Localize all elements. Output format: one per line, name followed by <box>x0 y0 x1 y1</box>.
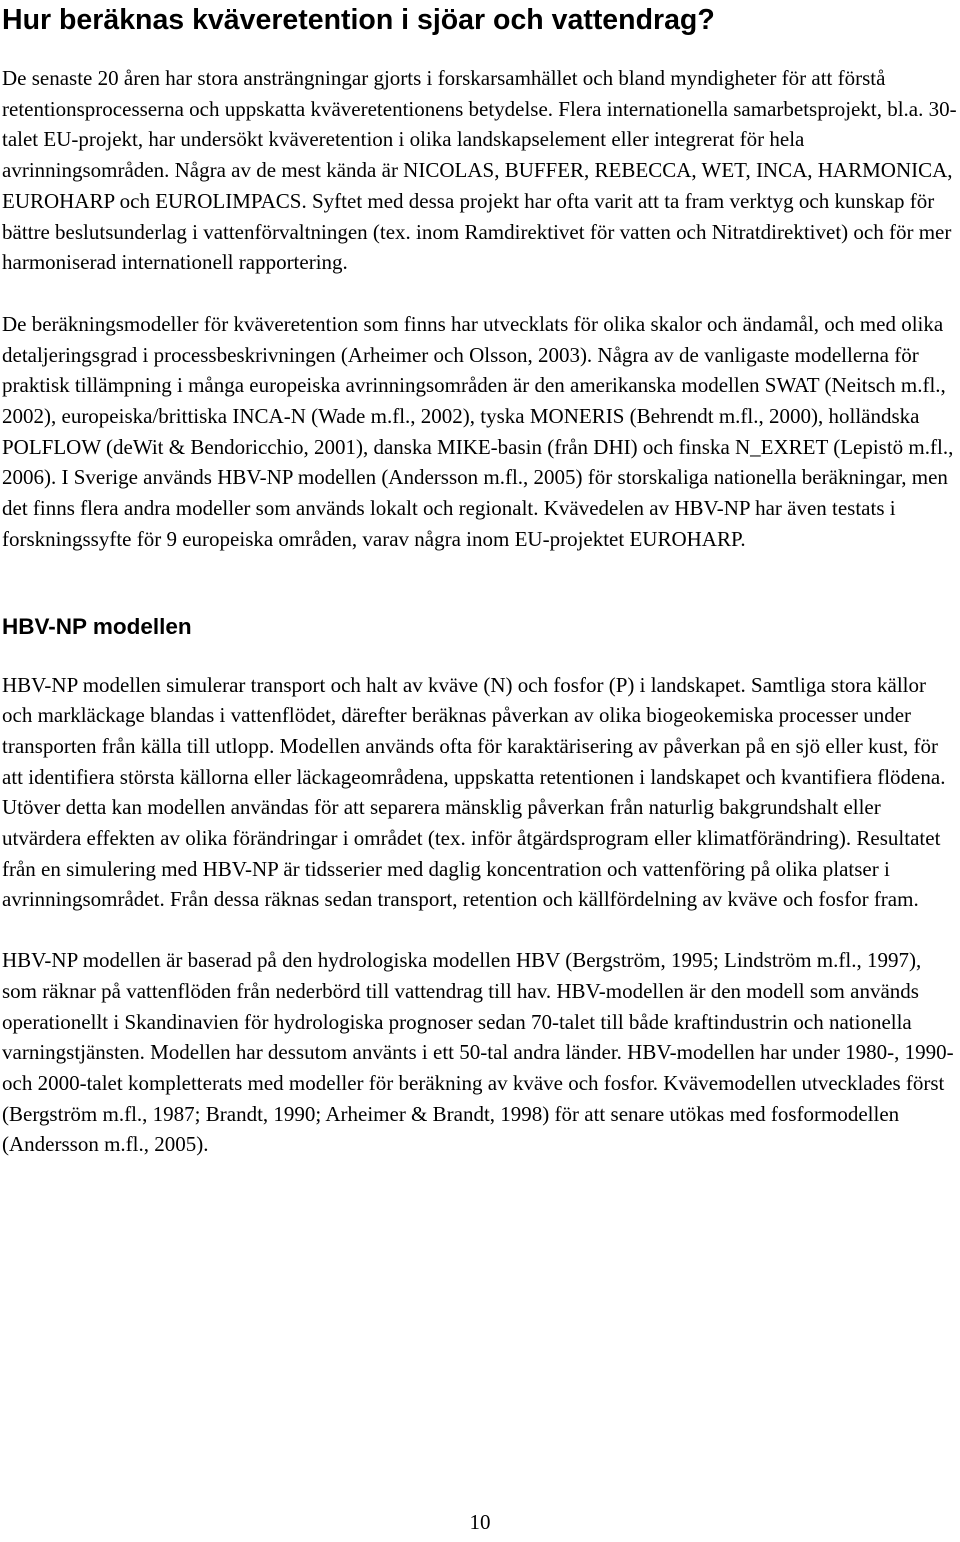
document-page <box>2 0 958 1160</box>
intro-paragraph-1: De senaste 20 åren har stora ansträngningar gjorts i forskarsamhället och bland myndigheter för att förstå retentionsprocesserna och uppskatta kväveretentionens betydelse. Flera internationella samarbetsprojekt, bl.a. 30-talet EU-projekt, har undersökt kväveretention i olika landskapselement eller integrerat för hela avrinningsområden. Några av de mest kända är NICOLAS, BUFFER, REBECCA, WET, INCA, HARMONICA, EUROHARP och EUROLIMPACS. Syftet med dessa projekt har ofta varit att ta fram verktyg och kunskap för bättre beslutsunderlag i vattenförvaltningen (tex. inom Ramdirektivet för vatten och Nitratdirektivet) och för mer harmoniserad internationell rapportering. <box>2 66 957 275</box>
section-paragraph-2: HBV-NP modellen är baserad på den hydrologiska modellen HBV (Bergström, 1995; Lindström m.fl., 1997), som räknar på vattenflöden från nederbörd till vattendrag till hav. HBV-modellen är den modell som används operationellt i Skandinavien för hydrologiska prognoser sedan 70-talet till både kraftindustrin och nationella varningstjänsten. Modellen har dessutom använts i ett 50-tal andra länder. HBV-modellen har under 1980-, 1990- och 2000-talet kompletterats med modeller för beräkning av kväve och fosfor. Kvävemodellen utvecklades först (Bergström m.fl., 1987; Brandt, 1990; Arheimer & Brandt, 1998) för att senare utökas med fosformodellen (Andersson m.fl., 2005). <box>2 948 954 1157</box>
page-number: 10 <box>469 1510 491 1534</box>
intro-paragraph-2: De beräkningsmodeller för kväveretention som finns har utvecklats för olika skalor och ändamål, och med olika detaljeringsgrad i processbeskrivningen (Arheimer och Olsson, 2003). Några av de vanligaste modellerna för praktisk tillämpning i många europeiska avrinningsområden är den amerikanska modellen SWAT (Neitsch m.fl., 2002), europeiska/brittiska INCA-N (Wade m.fl., 2002), tyska MONERIS (Behrendt m.fl., 2000), holländska POLFLOW (deWit & Bendoricchio, 2001), danska MIKE-basin (från DHI) och finska N_EXRET (Lepistö m.fl., 2006). I Sverige används HBV-NP modellen (Andersson m.fl., 2005) för storskaliga nationella beräkningar, men det finns flera andra modeller som används lokalt och regionalt. Kvävedelen av HBV-NP har även testats i forskningssyfte för 9 europeiska områden, varav några inom EU-projektet EUROHARP. <box>2 311 954 551</box>
section-paragraph-1: HBV-NP modellen simulerar transport och halt av kväve (N) och fosfor (P) i landskapet. Samtliga stora källor och markläckage blandas i vattenflödet, därefter beräknas påverkan av olika biogeokemiska processer under transporten från källa till utlopp. Modellen används ofta för karaktärisering av påverkan på en sjö eller kust, för att identifiera största källorna eller läckageområdena, uppskatta retentionen i landskapet och kvantifiera flödena. Utöver detta kan modellen användas för att separera mänsklig påverkan från naturlig bakgrundshalt eller utvärdera effekten av olika förändringar i området (tex. inför åtgärdsprogram eller klimatförändring). Resultatet från en simulering med HBV-NP är tidsserier med daglig koncentration och vattenföring på olika platser i avrinningsområdet. Från dessa räknas sedan transport, retention och källfördelning av kväve och fosfor fram. <box>2 672 946 912</box>
page-title: Hur beräknas kväveretention i sjöar och vattendrag? <box>2 4 715 36</box>
section-heading: HBV-NP modellen <box>2 613 192 639</box>
